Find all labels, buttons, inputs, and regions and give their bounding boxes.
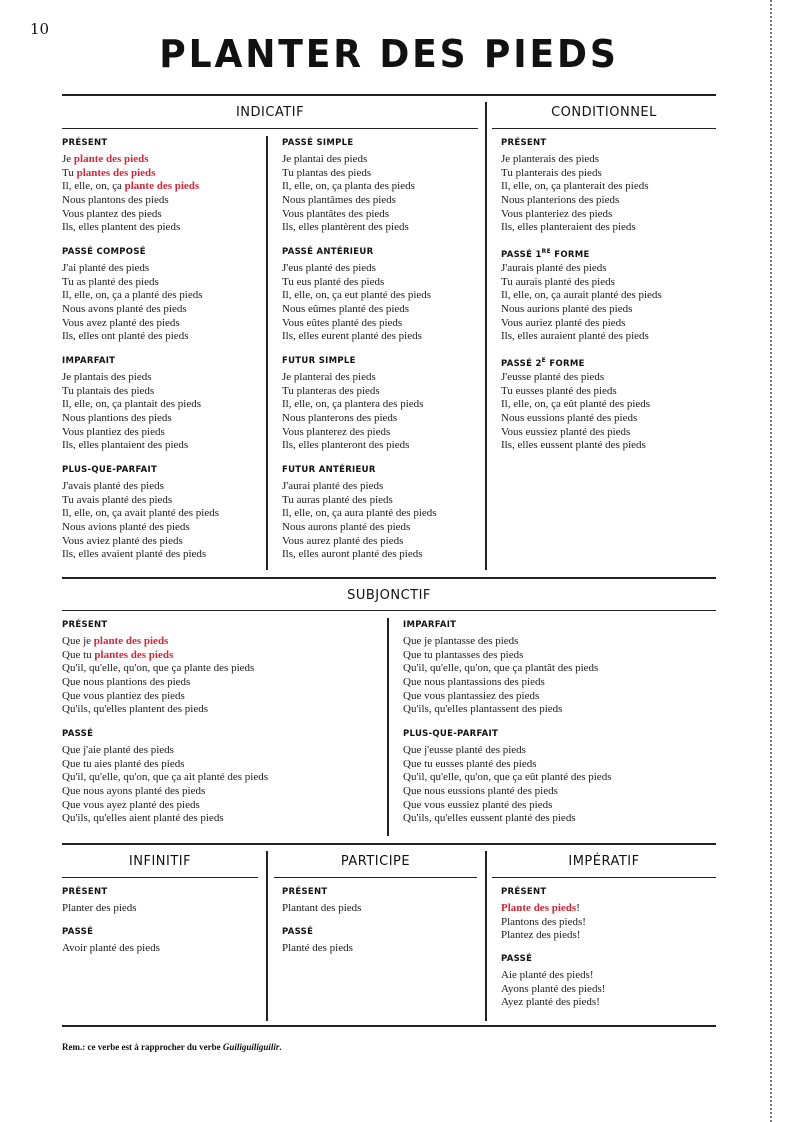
- conjugation-line: Ils, elles auraient planté des pieds: [501, 330, 649, 343]
- conjugation-line: Tu as planté des pieds: [62, 275, 159, 288]
- conjugation-line-text: Je: [62, 153, 74, 165]
- conjugation-line: Ils, elles auront planté des pieds: [282, 548, 423, 561]
- conjugation-line: Que j'eusse planté des pieds: [403, 744, 526, 756]
- conjugation-line: Avoir planté des pieds: [62, 942, 160, 954]
- tense-label: PLUS-QUE-PARFAIT: [403, 729, 499, 739]
- conjugation-line: Il, elle, on, ça eut planté des pieds: [282, 289, 432, 302]
- conditionnel-heading-rule: [492, 128, 716, 129]
- conjugation-line: J'eus planté des pieds: [282, 262, 376, 274]
- conjugation-line: Nous aurons planté des pieds: [282, 521, 411, 534]
- conjugation-line: Vous auriez planté des pieds: [501, 316, 626, 329]
- conjugation-line-text: Il, elle, on, ça: [62, 180, 125, 193]
- conditionnel-heading: CONDITIONNEL: [551, 105, 657, 120]
- conjugation-line: Que tu aies planté des pieds: [62, 757, 185, 770]
- conjugation-line: Il, elle, on, ça plantera des pieds: [282, 398, 424, 411]
- conjugation-line: Nous eûmes planté des pieds: [282, 303, 410, 316]
- conjugation-line: J'aurais planté des pieds: [501, 262, 607, 274]
- participe-heading-rule: [274, 877, 477, 878]
- page-edge-dotted-line: [770, 0, 772, 1122]
- conjugation-line: Ayons planté des pieds!: [501, 982, 606, 995]
- tense-label: PASSÉ 1RE FORME: [501, 248, 590, 260]
- conjugation-line: Tu plantas des pieds: [282, 166, 372, 179]
- conjugation-line: Plantons des pieds!: [501, 915, 586, 928]
- highlighted-conjugation: Plante des pieds: [501, 902, 577, 914]
- conjugation-line: Qu'il, qu'elle, qu'on, que ça plante des pieds: [62, 662, 255, 675]
- infinitif-heading: INFINITIF: [128, 854, 192, 869]
- conjugation-line: Tu aurais planté des pieds: [501, 275, 615, 288]
- imperatif-heading: IMPÉRATIF: [568, 854, 640, 869]
- tense-label: IMPARFAIT: [403, 620, 457, 630]
- conjugation-line: Il, elle, on, ça a planté des pieds: [62, 289, 203, 302]
- tense-label: PRÉSENT: [501, 138, 547, 148]
- conjugation-line: [62, 649, 254, 663]
- conjugation-line: Ils, elles plantèrent des pieds: [282, 221, 409, 234]
- infinitif-participe-divider: [266, 851, 268, 1021]
- conjugation-line: Il, elle, on, ça planterait des pieds: [501, 180, 649, 193]
- tense-label: IMPARFAIT: [62, 356, 116, 366]
- tense-label: PRÉSENT: [62, 138, 108, 148]
- indicatif-conditionnel-divider: [485, 102, 487, 570]
- conjugation-line: Ils, elles planteront des pieds: [282, 439, 410, 452]
- conjugation-line: Vous aurez planté des pieds: [282, 534, 404, 547]
- conjugation-line: Tu auras planté des pieds: [282, 493, 393, 506]
- imperatif-passe: [501, 953, 605, 1010]
- conjugation-line: Vous eûtes planté des pieds: [282, 316, 403, 329]
- indicatif-plus-que-parfait: [62, 464, 219, 562]
- indicatif-column-divider: [266, 136, 268, 570]
- conjugation-line: J'aurai planté des pieds: [282, 480, 384, 492]
- conjugation-line: Qu'il, qu'elle, qu'on, que ça ait planté des pieds: [62, 771, 269, 784]
- conjugation-line: Vous aviez planté des pieds: [62, 534, 183, 547]
- conjugation-line: Tu eusses planté des pieds: [501, 384, 617, 397]
- remark-top-rule: [62, 1025, 716, 1027]
- participe-imperatif-divider: [485, 851, 487, 1021]
- bottom-sections-top-rule: [62, 843, 716, 845]
- infinitif-passe: [62, 926, 160, 956]
- conjugation-line: Tu planterais des pieds: [501, 166, 602, 179]
- tense-label: PASSÉ: [282, 927, 314, 937]
- subjonctif-heading: SUBJONCTIF: [347, 588, 431, 603]
- participe-present: [282, 886, 361, 916]
- conjugation-line: Ils, elles planteraient des pieds: [501, 221, 636, 234]
- conjugation-line: Plantant des pieds: [282, 902, 362, 914]
- tense-label: PRÉSENT: [62, 620, 108, 630]
- tense-label: FUTUR SIMPLE: [282, 356, 356, 366]
- conjugation-line: Que tu plantasses des pieds: [403, 648, 524, 661]
- conjugation-line: Je planterai des pieds: [282, 371, 376, 383]
- indicatif-passe-simple: [282, 137, 415, 235]
- indicatif-present: [62, 137, 199, 235]
- tense-label: PASSÉ $2^E$ FORME: [501, 357, 585, 369]
- conjugation-line-text: Que je: [62, 635, 94, 647]
- conjugation-line: Plantez des pieds!: [501, 929, 581, 942]
- tense-label: PRÉSENT: [62, 887, 108, 897]
- conjugation-line: [62, 167, 199, 181]
- conjugation-line: Qu'ils, qu'elles plantassent des pieds: [403, 703, 563, 716]
- conjugation-line: [62, 153, 199, 167]
- conjugation-line: Nous avions planté des pieds: [62, 521, 190, 534]
- highlighted-conjugation: plantes des pieds: [76, 166, 156, 179]
- infinitif-heading-rule: [62, 877, 258, 878]
- conjugation-line: Nous aurions planté des pieds: [501, 303, 633, 316]
- infinitif-present: [62, 886, 137, 916]
- conjugation-line: Il, elle, on, ça aura planté des pieds: [282, 507, 437, 520]
- conjugation-line: Qu'ils, qu'elles plantent des pieds: [62, 703, 209, 716]
- indicatif-futur-simple: [282, 355, 423, 453]
- highlighted-conjugation: plante des pieds: [93, 635, 169, 647]
- highlighted-conjugation: plante des pieds: [124, 180, 200, 193]
- conjugation-line: Ayez planté des pieds!: [501, 996, 600, 1009]
- conjugation-line: J'ai planté des pieds: [62, 262, 150, 274]
- conjugation-line: [501, 902, 586, 916]
- conjugation-line: Nous planterions des pieds: [501, 194, 620, 207]
- conjugation-line: Que nous eussions planté des pieds: [403, 785, 558, 798]
- remark: [62, 1042, 282, 1052]
- conjugation-line: Qu'ils, qu'elles eussent planté des pieds: [403, 812, 576, 825]
- conditionnel-passe-2e-forme: [501, 355, 650, 453]
- conjugation-line: Vous plantiez des pieds: [62, 425, 165, 438]
- highlighted-conjugation: plante des pieds: [73, 153, 149, 165]
- remark-suffix: .: [279, 1042, 282, 1052]
- conjugation-line: Ils, elles eussent planté des pieds: [501, 439, 646, 452]
- conjugation-line: Que tu eusses planté des pieds: [403, 757, 537, 770]
- conjugation-line: J'eusse planté des pieds: [501, 371, 605, 383]
- subjonctif-imparfait: [403, 619, 598, 717]
- tense-label: PASSÉ COMPOSÉ: [62, 247, 146, 257]
- conjugation-line: [62, 180, 199, 194]
- conjugation-line: Tu eus planté des pieds: [282, 275, 385, 288]
- conjugation-line-text: Que tu: [62, 648, 95, 661]
- conjugation-line: Que nous plantassions des pieds: [403, 676, 545, 689]
- subjonctif-top-rule: [62, 577, 716, 579]
- conjugation-line: Vous eussiez planté des pieds: [501, 425, 631, 438]
- conjugation-line: Nous avons planté des pieds: [62, 303, 187, 316]
- page-title: PLANTER DES PIEDS: [159, 32, 619, 76]
- conditionnel-present: [501, 137, 649, 235]
- conjugation-line: Qu'ils, qu'elles aient planté des pieds: [62, 812, 224, 825]
- conjugation-line: Tu avais planté des pieds: [62, 493, 173, 506]
- conjugation-line: Tu planteras des pieds: [282, 384, 380, 397]
- tense-label: PASSÉ: [62, 729, 94, 739]
- remark-prefix: Rem.: ce verbe est à rapprocher du verbe: [62, 1042, 223, 1052]
- subjonctif-heading-rule: [62, 610, 716, 611]
- tense-label: PASSÉ SIMPLE: [282, 138, 354, 148]
- conjugation-line: Vous avez planté des pieds: [62, 316, 180, 329]
- conjugation-line: J'avais planté des pieds: [62, 480, 164, 492]
- conjugation-line: Planter des pieds: [62, 902, 137, 914]
- conditionnel-passe-1re-forme: [501, 246, 662, 344]
- conjugation-line: Que nous ayons planté des pieds: [62, 785, 206, 798]
- conjugation-line: Nous plantâmes des pieds: [282, 194, 396, 207]
- conjugation-line: Que vous plantassiez des pieds: [403, 689, 540, 702]
- conjugation-line: Que je plantasse des pieds: [403, 635, 519, 647]
- conjugation-line: Il, elle, on, ça planta des pieds: [282, 180, 415, 193]
- conjugation-line: Il, elle, on, ça eût planté des pieds: [501, 398, 651, 411]
- conjugation-line: Nous plantions des pieds: [62, 412, 172, 425]
- subjonctif-present: [62, 619, 254, 717]
- conjugation-line: Ils, elles eurent planté des pieds: [282, 330, 422, 343]
- conjugation-line: Ils, elles ont planté des pieds: [62, 330, 189, 343]
- conjugation-line: Je plantai des pieds: [282, 153, 368, 165]
- subjonctif-plus-que-parfait: [403, 728, 611, 826]
- conjugation-line: Tu plantais des pieds: [62, 384, 155, 397]
- conjugation-line: Il, elle, on, ça aurait planté des pieds: [501, 289, 662, 302]
- tense-label: PASSÉ: [62, 927, 94, 937]
- conjugation-line: Que j'aie planté des pieds: [62, 744, 174, 756]
- participe-heading: PARTICIPE: [340, 854, 411, 869]
- imperatif-present: [501, 886, 586, 943]
- conjugation-line: Vous plantez des pieds: [62, 207, 162, 220]
- conjugation-line: Nous planterons des pieds: [282, 412, 398, 425]
- indicatif-heading: INDICATIF: [235, 105, 305, 120]
- conjugation-line: Nous eussions planté des pieds: [501, 412, 638, 425]
- tense-label: PASSÉ ANTÉRIEUR: [282, 247, 374, 257]
- page-number: 10: [30, 20, 50, 38]
- highlighted-conjugation: plantes des pieds: [94, 648, 174, 661]
- remark-verb: Guiliguiliguilir: [222, 1042, 280, 1052]
- conjugation-line: Qu'il, qu'elle, qu'on, que ça plantât des pieds: [403, 662, 599, 675]
- subjonctif-column-divider: [387, 618, 389, 836]
- conjugation-line-suffix: !: [576, 902, 580, 914]
- conjugation-line: Vous planteriez des pieds: [501, 207, 613, 220]
- conjugation-line: Que vous eussiez planté des pieds: [403, 798, 553, 811]
- conjugation-line: Que nous plantions des pieds: [62, 676, 191, 689]
- participe-passe: [282, 926, 353, 956]
- conjugation-line: Ils, elles plantaient des pieds: [62, 439, 189, 452]
- indicatif-heading-rule: [62, 128, 478, 129]
- conjugation-line: Nous plantons des pieds: [62, 194, 169, 207]
- conjugation-line: Vous plantâtes des pieds: [282, 207, 390, 220]
- tense-label: PRÉSENT: [282, 887, 328, 897]
- conjugation-line: Je planterais des pieds: [501, 153, 600, 165]
- conjugation-line: Ils, elles plantent des pieds: [62, 221, 181, 234]
- conjugation-line: [62, 635, 254, 649]
- indicatif-futur-anterieur: [282, 464, 437, 562]
- conjugation-line: Aie planté des pieds!: [501, 969, 594, 981]
- conjugation-line-text: Tu: [62, 166, 77, 179]
- tense-label: FUTUR ANTÉRIEUR: [282, 465, 376, 475]
- conjugation-line: Je plantais des pieds: [62, 371, 152, 383]
- conjugation-line: Que vous plantiez des pieds: [62, 689, 185, 702]
- indicatif-passe-compose: [62, 246, 203, 344]
- conjugation-line: Planté des pieds: [282, 942, 353, 954]
- indicatif-imparfait: [62, 355, 201, 453]
- conjugation-line: Vous planterez des pieds: [282, 425, 391, 438]
- top-rule: [62, 94, 716, 96]
- conjugation-line: Ils, elles avaient planté des pieds: [62, 548, 207, 561]
- conjugation-line: Que vous ayez planté des pieds: [62, 798, 200, 811]
- subjonctif-passe: [62, 728, 268, 826]
- tense-label: PASSÉ: [501, 954, 533, 964]
- indicatif-passe-anterieur: [282, 246, 431, 344]
- conjugation-line: Qu'il, qu'elle, qu'on, que ça eût planté des pieds: [403, 771, 612, 784]
- conjugation-line: Il, elle, on, ça plantait des pieds: [62, 398, 201, 411]
- tense-label: PRÉSENT: [501, 887, 547, 897]
- tense-label: PLUS-QUE-PARFAIT: [62, 465, 158, 475]
- conjugation-line: Il, elle, on, ça avait planté des pieds: [62, 507, 219, 520]
- imperatif-heading-rule: [492, 877, 716, 878]
